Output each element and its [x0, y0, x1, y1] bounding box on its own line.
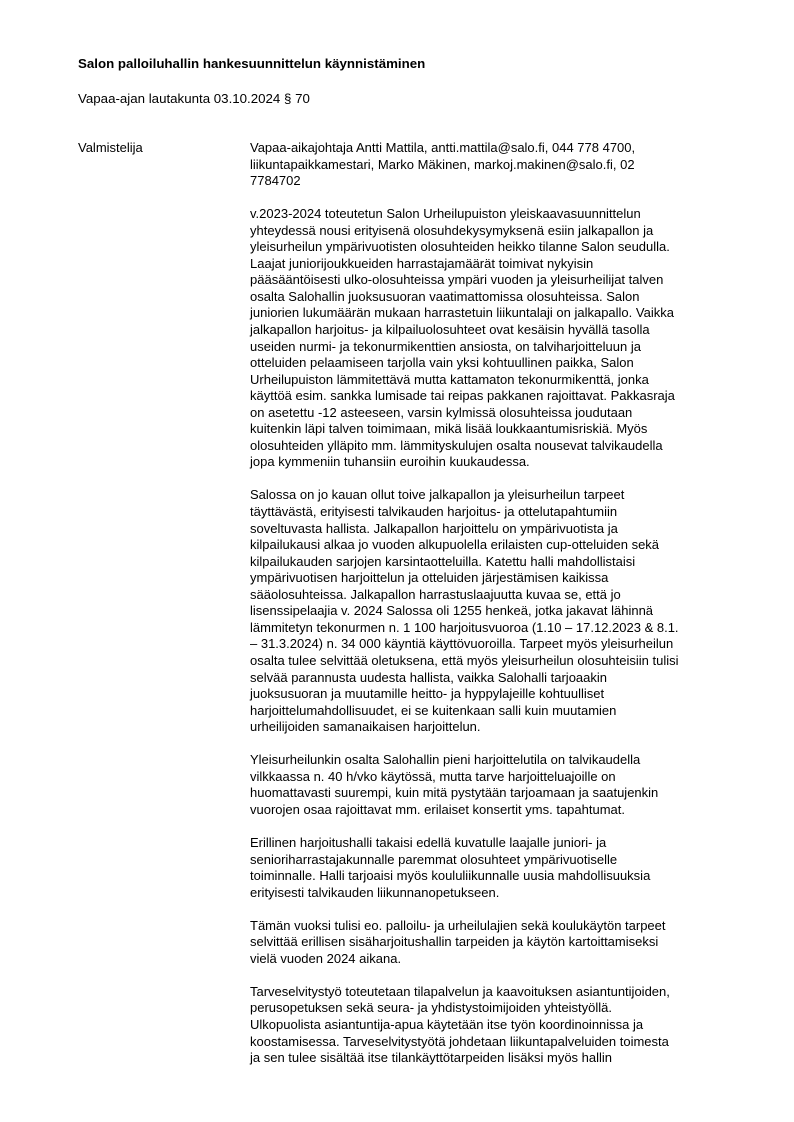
body-paragraph: [250, 835, 740, 901]
paragraph-line: Ulkopuolista asiantuntija-apua käytetään itse työn koordinoinnissa ja: [250, 1016, 644, 1032]
paragraph-line: useiden nurmi- ja tekonurmikenttien ansiosta, on talviharjoitteluun ja: [250, 338, 641, 354]
body-text-column: [250, 140, 740, 1067]
paragraph-line: senioriharrastajakunnalle paremmat olosuhteet ympärivuotiselle: [250, 851, 618, 867]
paragraph-line: Laajat juniorijoukkueiden harrastajamäärät toimivat nykyisin: [250, 255, 594, 271]
paragraph-line: soveltuvasta hallista. Jalkapallon harjoittelu on ympärivuotista ja: [250, 520, 618, 536]
body-paragraph: [250, 206, 740, 471]
paragraph-line: urheilijoiden samanaikaisen harjoittelun.: [250, 719, 481, 735]
paragraph-line: – 31.3.2024) n. 34 000 käyntiä käyttövuoroilla. Tarpeet myös yleisurheilun: [250, 636, 674, 652]
paragraph-gap: [250, 736, 740, 753]
paragraph-line: on asetettu -12 asteeseen, varsin kylmissä olosuhteissa joudutaan: [250, 404, 633, 420]
paragraph-line: Tarveselvitystyö toteutetaan tilapalvelun ja kaavoituksen asiantuntijoiden,: [250, 983, 670, 999]
paragraph-gap: [250, 471, 740, 488]
paragraph-line: osalta Salohallin juoksusuoran vaatimattomissa olosuhteissa. Salon: [250, 288, 640, 304]
paragraph-gap: [250, 190, 740, 207]
paragraph-line: koostamisessa. Tarveselvitystyötä johdetaan liikuntapalveluiden toimesta: [250, 1033, 669, 1049]
meeting-reference: Vapaa-ajan lautakunta 03.10.2024 § 70: [78, 91, 310, 106]
paragraph-line: selvittää erillisen sisäharjoitushallin tarpeiden ja käytön kartoittamiseksi: [250, 934, 659, 950]
paragraph-line: osalta tulee selvittää oletuksena, että myös yleisurheilun olosuhteisiin tulisi: [250, 652, 679, 668]
paragraph-line: Tämän vuoksi tulisi eo. palloilu- ja urheilulajien sekä koulukäytön tarpeet: [250, 917, 666, 933]
paragraph-line: yhteydessä nousi erityisenä olosuhdekysymyksenä esiin jalkapallon ja: [250, 222, 654, 238]
paragraph-line: Salossa on jo kauan ollut toive jalkapallon ja yleisurheilun tarpeet: [250, 487, 625, 503]
body-paragraph: [250, 487, 740, 735]
paragraph-line: ja sen tulee sisältää itse tilankäyttötarpeiden lisäksi myös hallin: [250, 1050, 613, 1066]
paragraph-line: sääolosuhteissa. Jalkapallon harrastuslaajuutta kuvaa se, että jo: [250, 586, 621, 602]
contact-line: liikuntapaikkamestari, Marko Mäkinen, markoj.makinen@salo.fi, 02: [250, 156, 635, 172]
paragraph-line: harjoittelumahdollisuudet, ei se kuitenkaan salli kuin muutamien: [250, 702, 617, 718]
paragraph-line: jopa kymmeniin tuhansiin euroihin kuukaudessa.: [250, 454, 530, 470]
paragraph-line: kilpailukausi alkaa jo vuoden alkupuolella erilaisten cup-otteluiden sekä: [250, 537, 660, 553]
paragraph-line: pääsääntöisesti ulko-olosuhteissa ympäri vuoden ja yleisurheilijat talven: [250, 272, 664, 288]
paragraph-line: huomattavasti suurempi, kuin mitä pystytään tarjoamaan ja saatujenkin: [250, 785, 659, 801]
body-paragraph: [250, 984, 740, 1067]
paragraph-line: vuorojen osaa rajoittavat mm. erilaiset konsertit yms. tapahtumat.: [250, 801, 625, 817]
paragraph-gap: [250, 901, 740, 918]
paragraph-line: selvää parannusta uudesta hallista, vaikka Salohalli tarjoaakin: [250, 669, 607, 685]
paragraph-line: perusopetuksen sekä seura- ja yhdistystoimijoiden yhteistyöllä.: [250, 1000, 613, 1016]
paragraph-line: juniorien lukumäärän mukaan harrastetuin liikuntalaji on jalkapallo. Vaikka: [250, 305, 674, 321]
body-paragraph: [250, 918, 740, 968]
paragraph-line: jalkapallon harjoitus- ja kilpailuolosuhteet ovat kesäisin hyvällä tasolla: [250, 322, 650, 338]
paragraph-line: kuitenkin läpi talven toimimaan, mikä lisää loukkaantumisriskiä. Myös: [250, 421, 648, 437]
paragraph-line: vielä vuoden 2024 aikana.: [250, 950, 402, 966]
paragraph-line: Yleisurheilunkin osalta Salohallin pieni harjoittelutila on talvikaudella: [250, 752, 641, 768]
paragraph-line: olosuhteiden ylläpito mm. lämmityskulujen osalta nousevat talvikaudella: [250, 437, 663, 453]
paragraph-line: ympärivuotisen harjoittelun ja otteluiden järjestämisen kaikissa: [250, 570, 609, 586]
body-paragraphs: [250, 206, 740, 1066]
paragraph-line: Erillinen harjoitushalli takaisi edellä kuvatulle laajalle juniori- ja: [250, 834, 607, 850]
paragraph-line: v.2023-2024 toteutetun Salon Urheilupuiston yleiskaavasuunnittelun: [250, 206, 641, 222]
paragraph-line: lämmitetyn tekonurmen n. 1 100 harjoitusvuoroa (1.10 – 17.12.2023 & 8.1.: [250, 619, 679, 635]
contact-line: 7784702: [250, 173, 301, 189]
preparer-label: Valmistelija: [78, 140, 143, 155]
contact-line: Vapaa-aikajohtaja Antti Mattila, antti.mattila@salo.fi, 044 778 4700,: [250, 140, 636, 155]
preparer-contact: [250, 140, 740, 190]
paragraph-line: otteluiden pelaamiseen tarjolla vain yksi kohtuullinen paikka, Salon: [250, 355, 634, 371]
document-title: Salon palloiluhallin hankesuunnittelun käynnistäminen: [78, 56, 426, 71]
paragraph-line: täyttävästä, erityisesti talvikauden harjoitus- ja ottelutapahtumiin: [250, 504, 618, 520]
paragraph-line: juoksusuoran ja muutamille heitto- ja hyppylajeille kohtuulliset: [250, 686, 605, 702]
paragraph-line: Urheilupuiston lämmitettävä mutta kattamaton tekonurmikenttä, jonka: [250, 371, 649, 387]
paragraph-line: vilkkaassa n. 40 h/vko käytössä, mutta tarve harjoitteluajoille on: [250, 768, 616, 784]
paragraph-line: lisenssipelaajia v. 2024 Salossa oli 1255 henkeä, jotka jakavat lähinnä: [250, 603, 654, 619]
paragraph-gap: [250, 818, 740, 835]
paragraph-line: erityisesti talvikauden liikunnanopetukseen.: [250, 884, 500, 900]
paragraph-line: toiminnalle. Halli tarjoaisi myös koululiikunnalle uusia mahdollisuuksia: [250, 868, 651, 884]
paragraph-line: käyttöä esim. sankka lumisade tai reipas pakkanen rajoittavat. Pakkasraja: [250, 388, 675, 404]
body-paragraph: [250, 752, 740, 818]
paragraph-line: kilpailukauden sarjojen karsintaotteluilla. Katettu halli mahdollistaisi: [250, 553, 636, 569]
paragraph-gap: [250, 967, 740, 984]
paragraph-line: yleisurheilun ympärivuotisten olosuhteiden heikko tilanne Salon seudulla.: [250, 239, 670, 255]
